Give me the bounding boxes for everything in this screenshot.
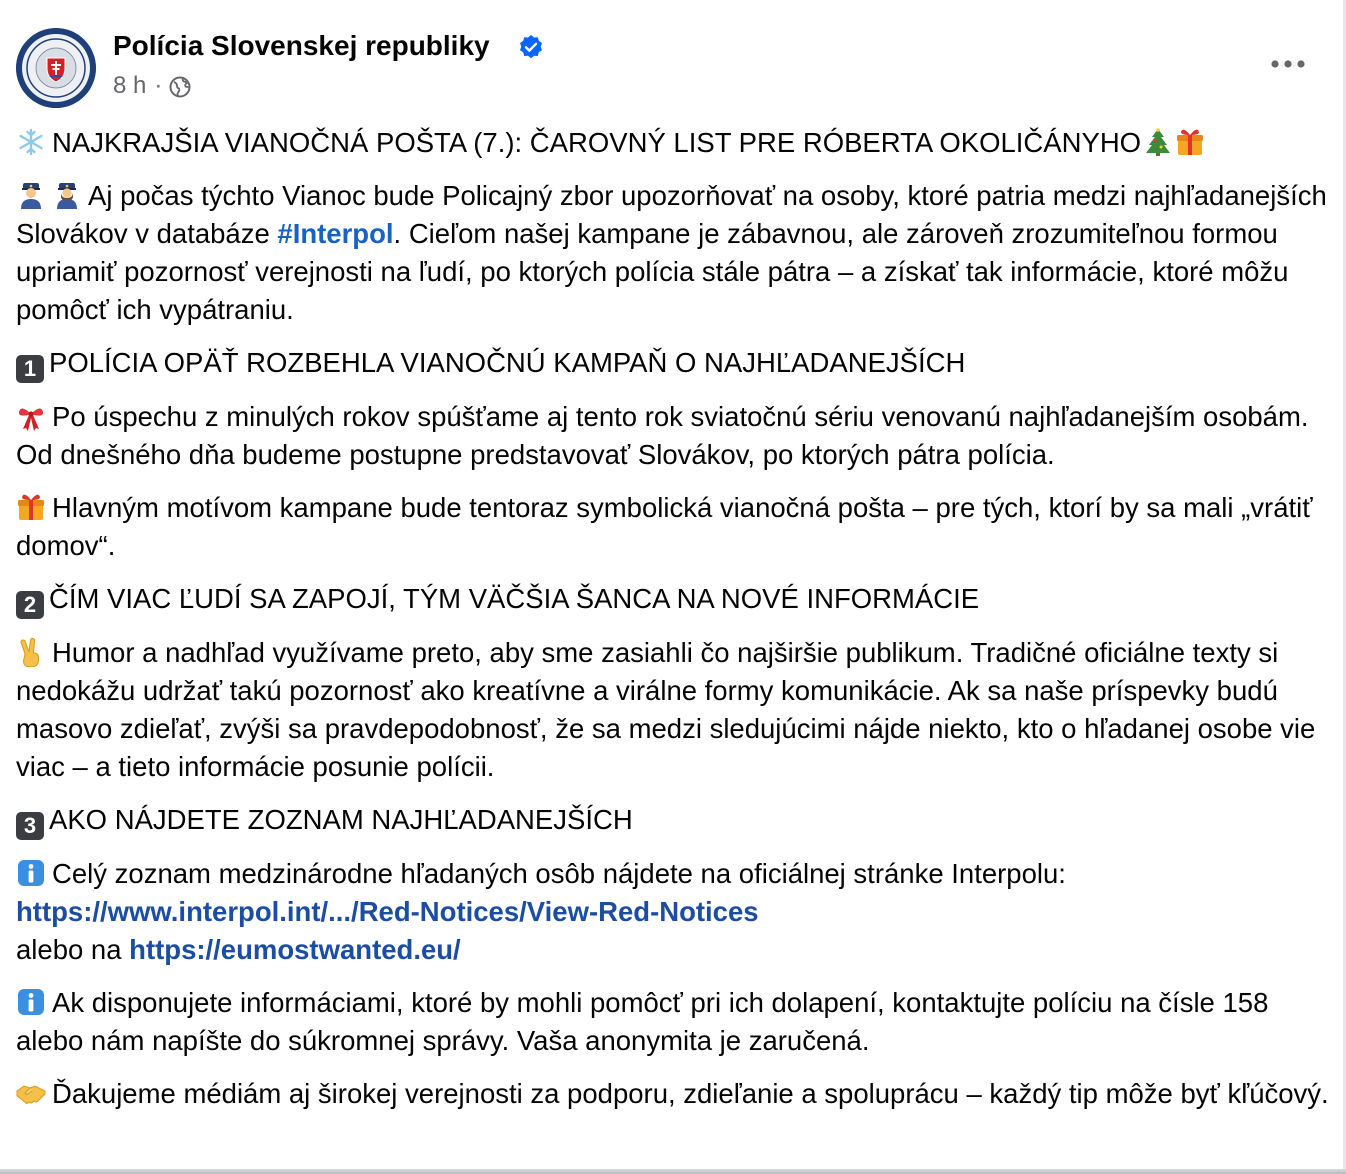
verified-badge-icon <box>518 34 544 60</box>
campaign-paragraph <box>16 398 1336 474</box>
information-icon <box>16 987 46 1017</box>
thanks-text: Ďakujeme médiám aj širokej verejnosti za podporu, zdieľanie a spoluprácu – každý tip môže byť kľúčový. <box>52 1078 1329 1109</box>
campaign-text: Po úspechu z minulých rokov spúšťame aj tento rok sviatočnú sériu venovanú najhľadanejším osobám. Od dnešného dňa budeme postupne predstavovať Slovákov, po ktorých pátra polícia. <box>16 401 1309 470</box>
section-heading-3 <box>16 801 1336 840</box>
interpol-list-paragraph <box>16 855 1336 969</box>
section-heading-1 <box>16 344 1336 383</box>
christmas-tree-icon <box>1143 127 1173 157</box>
post-time[interactable]: 8 h <box>113 72 147 99</box>
post-meta <box>113 72 192 100</box>
keycap-three-icon: 3 <box>16 812 44 840</box>
post-header <box>16 28 1326 110</box>
snowflake-icon <box>16 127 46 157</box>
humor-text: Humor a nadhľad využívame preto, aby sme zasiahli čo najširšie publikum. Tradičné oficiálne texty si nedokážu udržať takú pozornosť ako kreatívne a virálne formy komunikácie. Ak sa naše príspevky budú masovo zdieľať, zvýši sa pravdepodobnosť, že sa medzi sledujúcimi nájde niekto, kto o hľadanej osobe vie viac – a tieto informácie posunie polícii. <box>16 637 1316 782</box>
intro-text-before: Aj počas týchto Vianoc bude Policajný zbor upozorňovať na osoby, ktoré patria medzi najhľadanejších Slovákov v databáze <box>16 180 1327 249</box>
police-badge-icon <box>16 28 96 108</box>
more-options-button[interactable] <box>1266 44 1310 84</box>
section-heading-1-text: POLÍCIA OPÄŤ ROZBEHLA VIANOČNÚ KAMPAŇ O NAJHĽADANEJŠÍCH <box>49 347 966 378</box>
section-heading-3-text: AKO NÁJDETE ZOZNAM NAJHĽADANEJŠÍCH <box>49 804 633 835</box>
headline-text: NAJKRAJŠIA VIANOČNÁ POŠTA (7.): ČAROVNÝ LIST PRE RÓBERTA OKOLIČÁNYHO <box>52 127 1142 158</box>
thanks-paragraph <box>16 1075 1336 1113</box>
information-icon <box>16 858 46 888</box>
page-name[interactable]: Polícia Slovenskej republiky <box>113 30 490 61</box>
female-police-officer-icon <box>52 180 82 210</box>
globe-icon <box>168 75 192 99</box>
contact-paragraph <box>16 984 1336 1060</box>
handshake-icon <box>16 1078 46 1108</box>
gift-icon <box>1175 127 1205 157</box>
humor-paragraph <box>16 634 1336 786</box>
motive-paragraph <box>16 489 1336 565</box>
police-officer-icon <box>16 180 46 210</box>
ribbon-icon <box>16 401 46 431</box>
post-headline <box>16 124 1336 162</box>
card-edge-bottom <box>0 1169 1346 1174</box>
keycap-two-icon: 2 <box>16 591 44 619</box>
intro-paragraph <box>16 177 1336 329</box>
interpol-list-text: Celý zoznam medzinárodne hľadaných osôb nájdete na oficiálnej stránke Interpolu: <box>52 858 1066 889</box>
motive-text: Hlavným motívom kampane bude tentoraz symbolická vianočná pošta – pre tých, ktorí by sa mali „vrátiť domov“. <box>16 492 1313 561</box>
section-heading-2 <box>16 580 1336 619</box>
interpol-hashtag-link[interactable]: #Interpol <box>277 218 394 249</box>
eumostwanted-link[interactable]: https://eumostwanted.eu/ <box>129 934 461 965</box>
contact-text: Ak disponujete informáciami, ktoré by mohli pomôcť pri ich dolapení, kontaktujte políciu na čísle 158 alebo nám napíšte do súkromnej správy. Vaša anonymita je zaručená. <box>16 987 1269 1056</box>
section-heading-2-text: ČÍM VIAC ĽUDÍ SA ZAPOJÍ, TÝM VÄČŠIA ŠANCA NA NOVÉ INFORMÁCIE <box>49 583 980 614</box>
intro-text-after: . Cieľom našej kampane je zábavnou, ale zároveň zrozumiteľnou formou upriamiť pozornosť verejnosti na ľudí, po ktorých polícia stále pátra – a získať tak informácie, ktoré môžu pomôcť ich vypátraniu. <box>16 218 1289 325</box>
more-options-icon <box>1270 59 1306 69</box>
meta-separator: · <box>154 72 163 99</box>
post-content <box>16 124 1336 1128</box>
victory-hand-icon <box>16 637 46 667</box>
interpol-red-notices-link[interactable]: https://www.interpol.int/.../Red-Notices/View-Red-Notices <box>16 896 759 927</box>
gift-icon <box>16 492 46 522</box>
keycap-one-icon: 1 <box>16 355 44 383</box>
avatar[interactable] <box>16 28 96 108</box>
or-text: alebo na <box>16 934 130 965</box>
